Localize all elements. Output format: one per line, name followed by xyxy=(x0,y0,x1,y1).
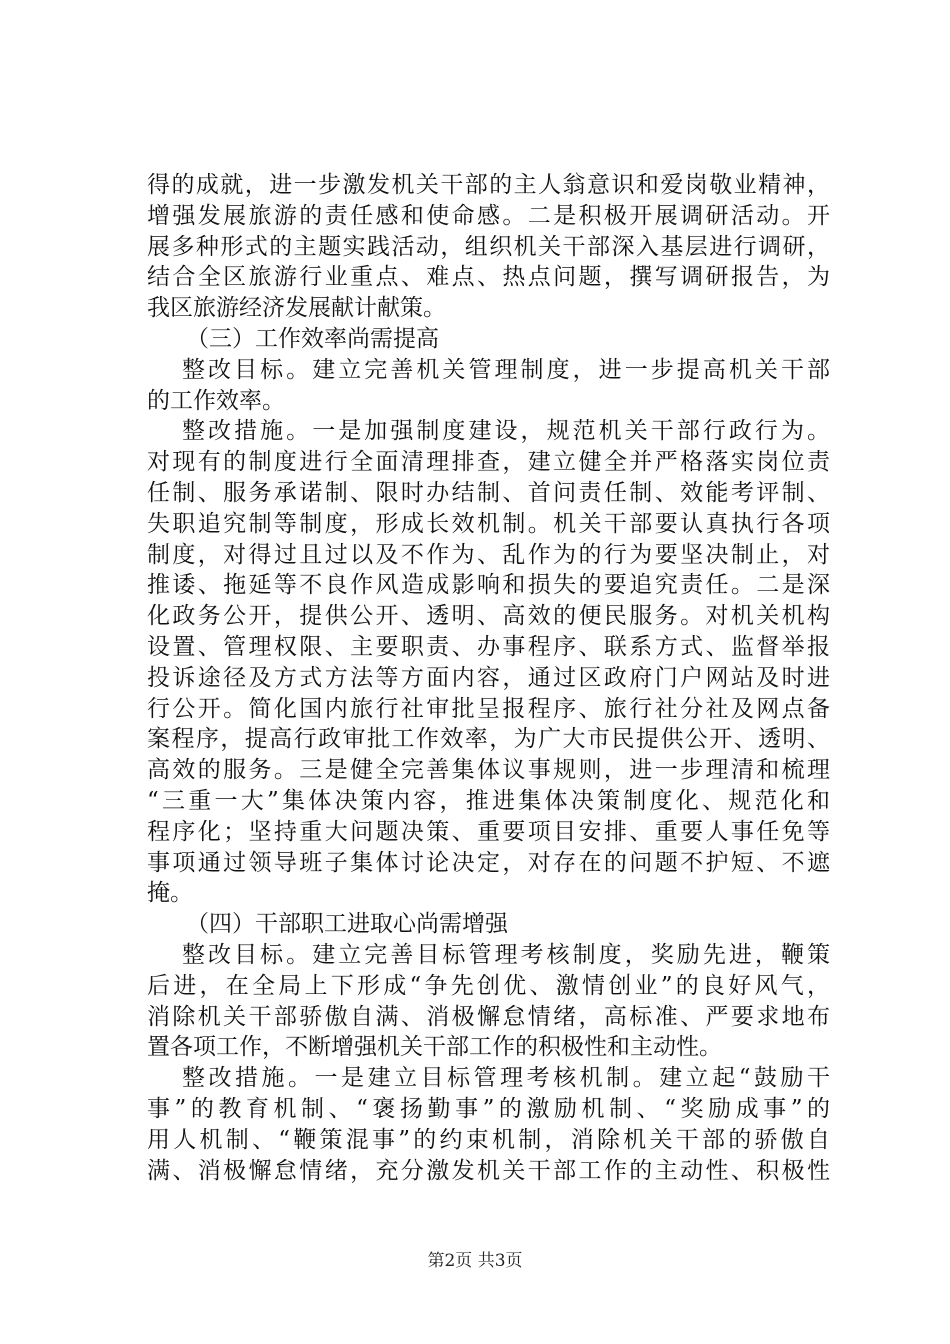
section-heading: （三）工作效率尚需提高 xyxy=(186,325,439,352)
page-footer: 第2页 共3页 xyxy=(427,1251,523,1271)
text-line: 满、消极懈怠情绪，充分激发机关干部工作的主动性、积极性 xyxy=(147,1157,830,1184)
text-line: 置各项工作，不断增强机关干部工作的积极性和主动性。 xyxy=(147,1034,722,1061)
text-line: 事项通过领导班子集体讨论决定，对存在的问题不护短、不遮 xyxy=(147,849,830,876)
text-line: 对现有的制度进行全面清理排查，建立健全并严格落实岗位责 xyxy=(147,449,830,476)
text-line: 的工作效率。 xyxy=(147,387,285,414)
text-line: 整改措施。一是建立目标管理考核机制。建立起“鼓励干 xyxy=(182,1065,830,1092)
text-line: 我区旅游经济发展献计献策。 xyxy=(147,295,446,322)
body-text xyxy=(0,170,950,1186)
text-line: 化政务公开，提供公开、透明、高效的便民服务。对机关机构 xyxy=(147,603,830,630)
text-line: 高效的服务。三是健全完善集体议事规则，进一步理清和梳理 xyxy=(147,757,830,784)
section-heading: （四）干部职工进取心尚需增强 xyxy=(186,911,508,938)
text-line: “三重一大”集体决策内容，推进集体决策制度化、规范化和 xyxy=(147,787,830,814)
text-line: 设置、管理权限、主要职责、办事程序、联系方式、监督举报 xyxy=(147,633,830,660)
text-line: 投诉途径及方式方法等方面内容，通过区政府门户网站及时进 xyxy=(147,664,830,691)
text-line: 掩。 xyxy=(147,880,193,907)
text-line: 整改目标。建立完善目标管理考核制度，奖励先进，鞭策 xyxy=(182,941,830,968)
text-line: 展多种形式的主题实践活动，组织机关干部深入基层进行调研， xyxy=(147,233,830,260)
text-line: 案程序，提高行政审批工作效率，为广大市民提供公开、透明、 xyxy=(147,726,830,753)
text-line: 程序化；坚持重大问题决策、重要项目安排、重要人事任免等 xyxy=(147,818,830,845)
text-line: 消除机关干部骄傲自满、消极懈怠情绪，高标准、严要求地布 xyxy=(147,1003,830,1030)
text-line: 整改目标。建立完善机关管理制度，进一步提高机关干部 xyxy=(182,356,830,383)
text-line: 失职追究制等制度，形成长效机制。机关干部要认真执行各项 xyxy=(147,510,830,537)
text-line: 制度，对得过且过以及不作为、乱作为的行为要坚决制止，对 xyxy=(147,541,830,568)
text-line: 事”的教育机制、“褒扬勤事”的激励机制、“奖励成事”的 xyxy=(147,1095,830,1122)
text-line: 任制、服务承诺制、限时办结制、首问责任制、效能考评制、 xyxy=(147,479,830,506)
text-line: 行公开。简化国内旅行社审批呈报程序、旅行社分社及网点备 xyxy=(147,695,830,722)
text-line: 推诿、拖延等不良作风造成影响和损失的要追究责任。二是深 xyxy=(147,572,830,599)
text-line: 整改措施。一是加强制度建设，规范机关干部行政行为。 xyxy=(182,418,830,445)
text-line: 增强发展旅游的责任感和使命感。二是积极开展调研活动。开 xyxy=(147,202,830,229)
text-line: 用人机制、“鞭策混事”的约束机制，消除机关干部的骄傲自 xyxy=(147,1126,830,1153)
text-line: 得的成就，进一步激发机关干部的主人翁意识和爱岗敬业精神， xyxy=(147,172,830,198)
text-line: 后进，在全局上下形成“争先创优、激情创业”的良好风气， xyxy=(147,972,830,999)
text-line: 结合全区旅游行业重点、难点、热点问题，撰写调研报告，为 xyxy=(147,264,830,291)
